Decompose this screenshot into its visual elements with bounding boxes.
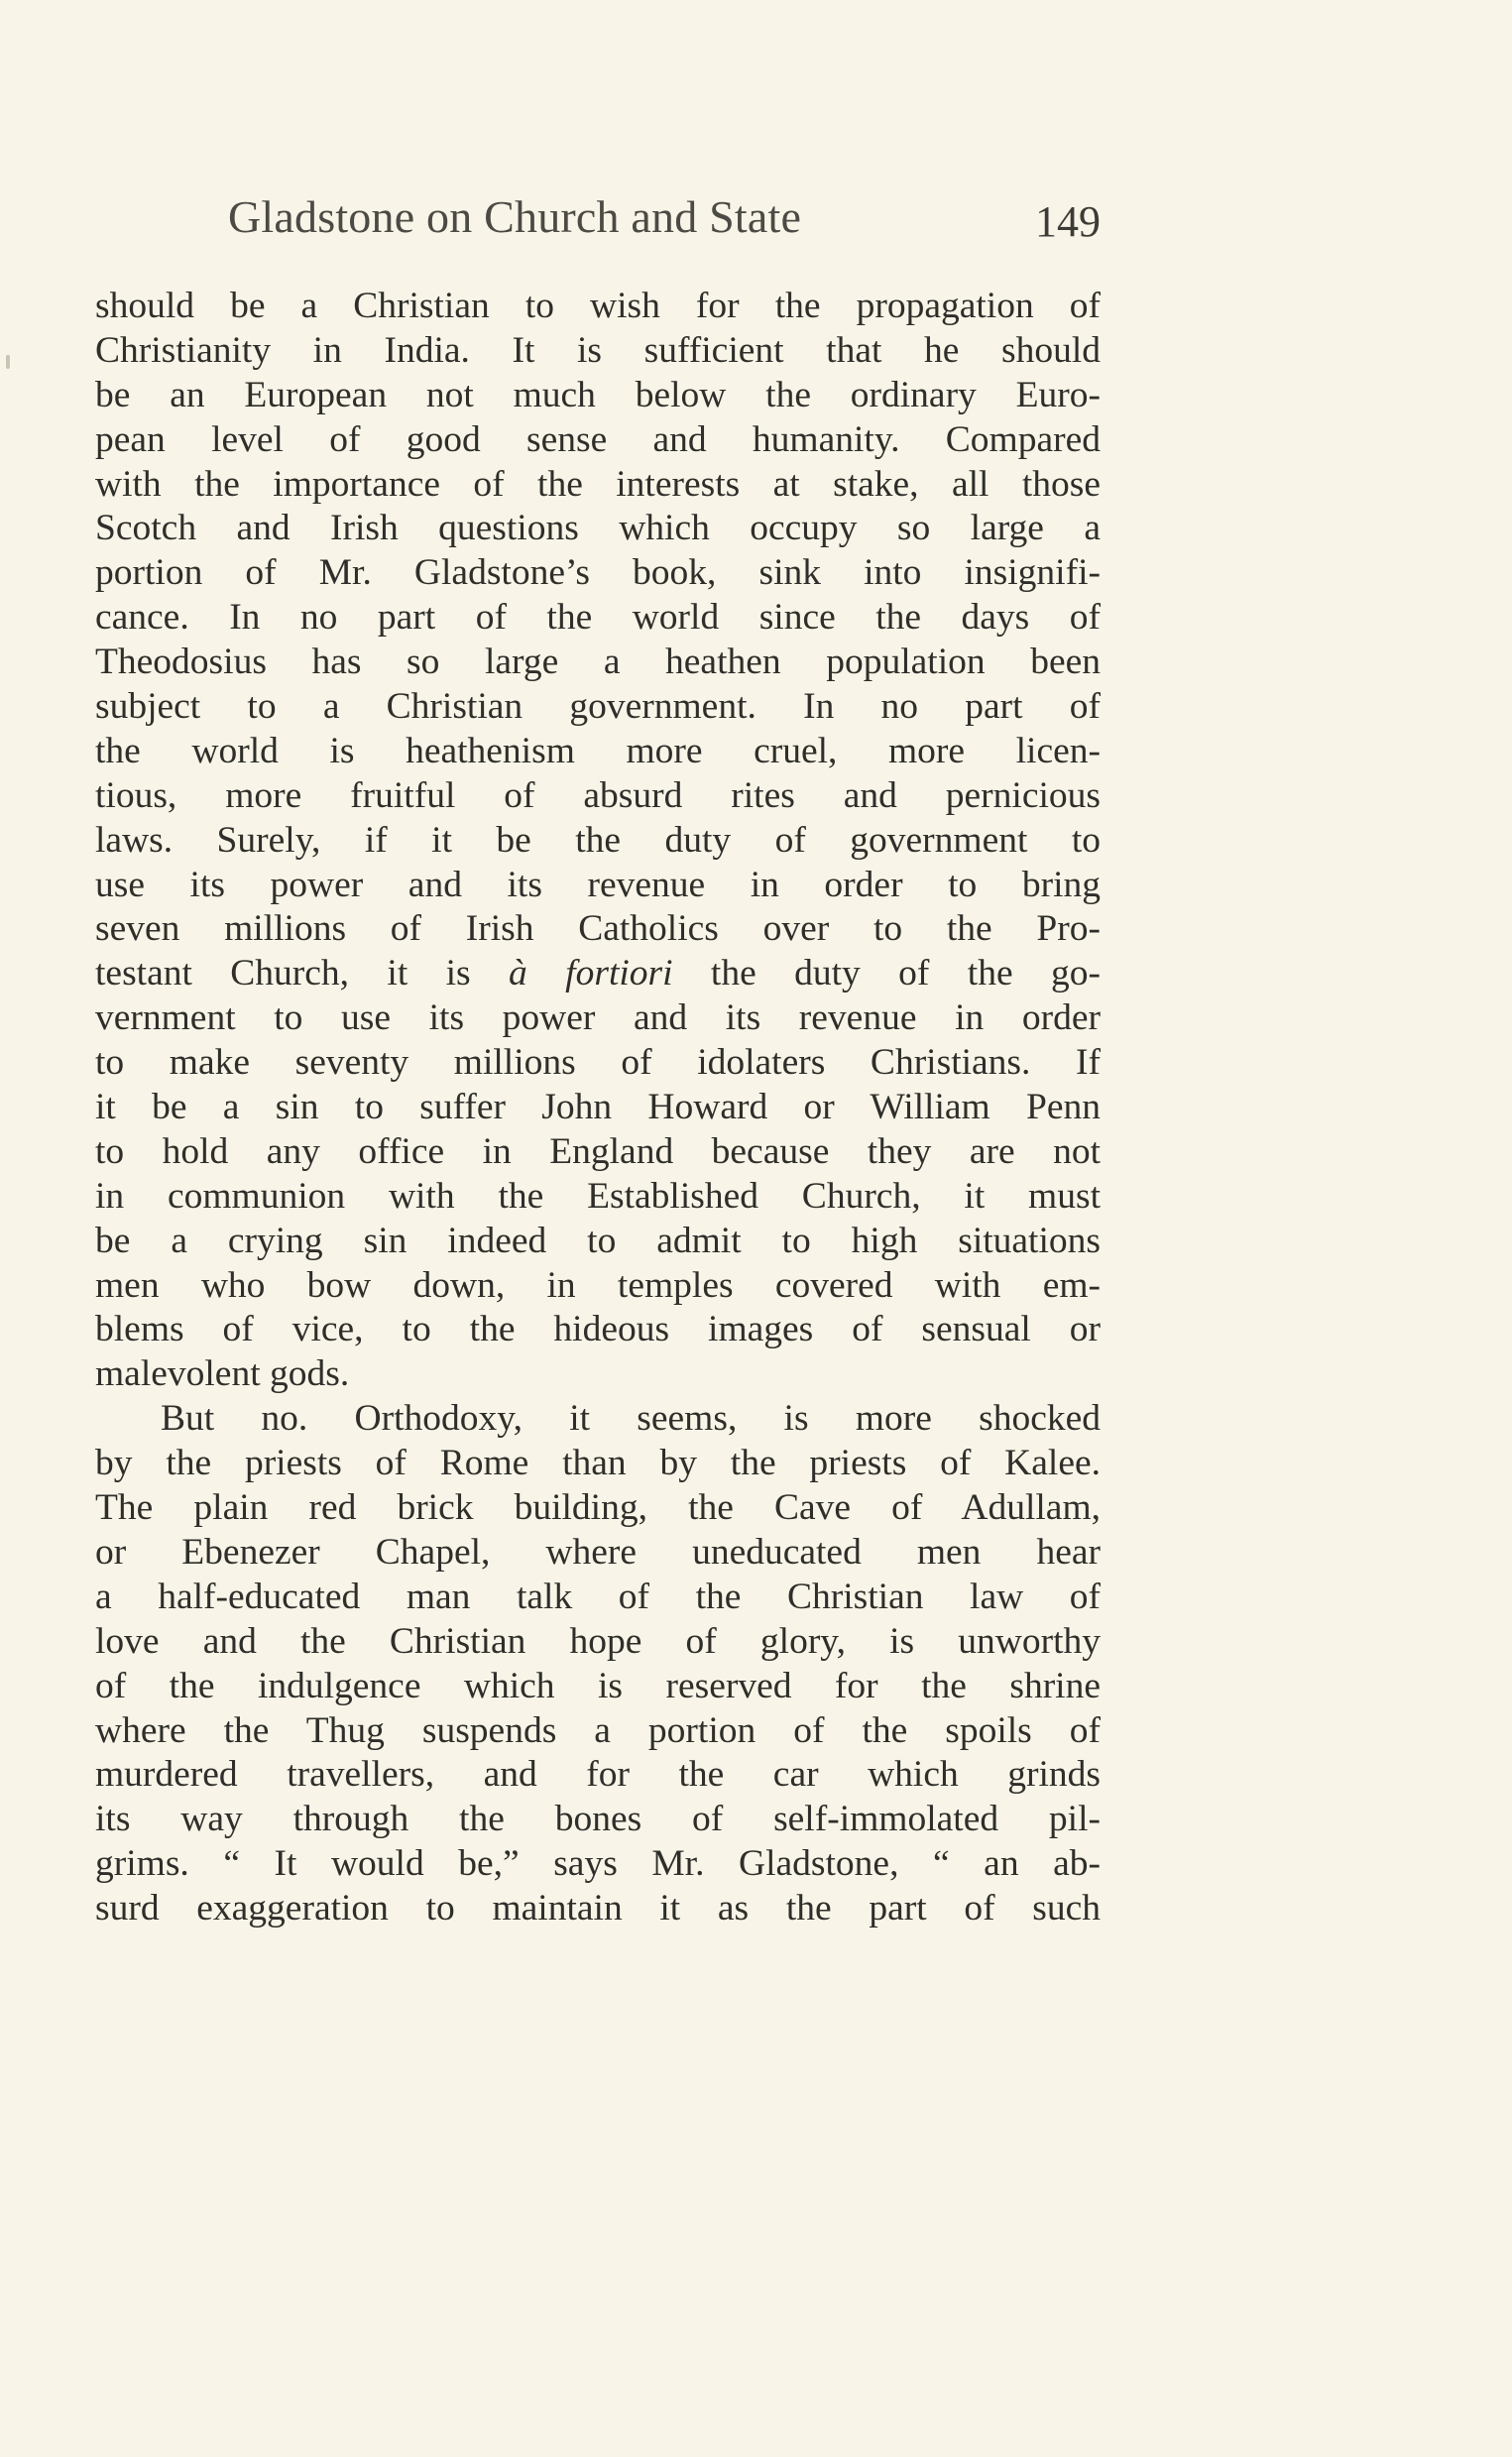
text-line: in communion with the Established Church, it must [95,1175,1101,1217]
text-line: be an European not much below the ordinary Euro- [95,374,1101,415]
text-line: Christianity in India. It is sufficient that he should [95,329,1101,371]
text-line: or Ebenezer Chapel, where uneducated men hear [95,1531,1101,1573]
text-line: where the Thug suspends a portion of the spoils of [95,1709,1101,1751]
text-line: vernment to use its power and its revenue in order [95,997,1101,1039]
text-line: seven millions of Irish Catholics over to the Pro- [95,908,1101,950]
paragraph-end-line: malevolent gods. [95,1353,350,1395]
text-line: The plain red brick building, the Cave of Adullam, [95,1487,1101,1529]
text-line: a half-educated man talk of the Christian law of [95,1576,1101,1617]
text-line: Scotch and Irish questions which occupy so large a [95,508,1101,549]
text-line: blems of vice, to the hideous images of sensual or [95,1309,1101,1350]
text-line: portion of Mr. Gladstone’s book, sink into insignifi- [95,552,1101,594]
italic-phrase: à fortiori [509,953,673,994]
text-line: murdered travellers, and for the car which grinds [95,1754,1101,1796]
text-line: men who bow down, in temples covered with em- [95,1264,1101,1306]
text-line: subject to a Christian government. In no part of [95,686,1101,728]
text-line-with-italic [95,952,1101,996]
text-line: of the indulgence which is reserved for the shrine [95,1665,1101,1706]
running-title: Gladstone on Church and State [228,191,802,242]
text-line: cance. In no part of the world since the days of [95,597,1101,639]
text-segment: the duty of the go- [672,953,1101,994]
text-line: with the importance of the interests at stake, all those [95,463,1101,505]
body-text [95,285,1101,1931]
text-line: use its power and its revenue in order to bring [95,864,1101,905]
text-line: love and the Christian hope of glory, is unworthy [95,1620,1101,1662]
text-line: pean level of good sense and humanity. Compared [95,418,1101,460]
text-line: should be a Christian to wish for the propagation of [95,286,1101,326]
running-head [95,190,1101,254]
text-line: to hold any office in England because they are not [95,1130,1101,1172]
text-line: it be a sin to suffer John Howard or William Penn [95,1087,1101,1128]
text-line: surd exaggeration to maintain it as the part of such [95,1888,1101,1930]
text-line: laws. Surely, if it be the duty of government to [95,819,1101,861]
text-line: to make seventy millions of idolaters Christians. If [95,1042,1101,1084]
text-line: grims. “ It would be,” says Mr. Gladstone, “ an ab- [95,1843,1101,1885]
text-segment: testant Church, it is [95,953,510,994]
text-line: the world is heathenism more cruel, more licen- [95,730,1101,771]
text-line: be a crying sin indeed to admit to high situations [95,1220,1101,1261]
text-line: tious, more fruitful of absurd rites and pernicious [95,774,1101,816]
page-number: 149 [1035,197,1101,246]
text-line: Theodosius has so large a heathen population been [95,642,1101,683]
paragraph-start-line: But no. Orthodoxy, it seems, is more shocked [161,1398,1101,1440]
text-line: by the priests of Rome than by the priests of Kalee. [95,1443,1101,1484]
margin-speck [6,355,10,369]
text-line: its way through the bones of self-immolated pil- [95,1799,1101,1840]
